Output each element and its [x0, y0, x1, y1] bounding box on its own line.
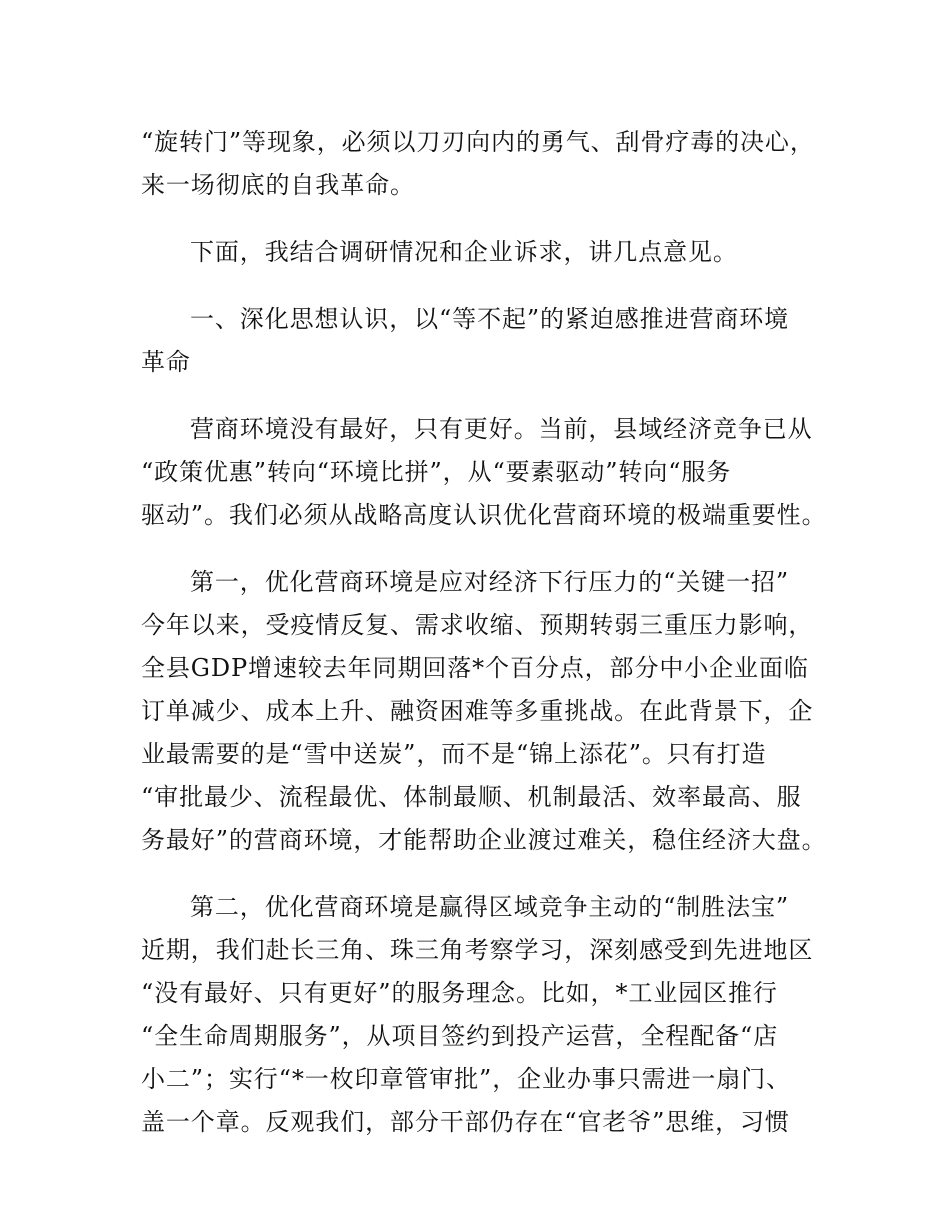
- text-line: 来一场彻底的自我革命。: [141, 171, 415, 199]
- text-line: “全生命周期服务”，从项目签约到投产运营，全程配备“店: [141, 1022, 779, 1050]
- text-line: 务最好”的营商环境，才能帮助企业渡过难关，稳住经济大盘。: [141, 826, 827, 854]
- text-line: 盖一个章。反观我们，部分干部仍存在“官老爷”思维，习惯: [141, 1108, 790, 1136]
- text-line: 今年以来，受疫情反复、需求收缩、预期转弱三重压力影响，: [141, 611, 814, 639]
- text-line: “政策优惠”转向“环境比拼”，从“要素驱动”转向“服务: [141, 458, 732, 486]
- text-line: 小二”；实行“*一枚印章管审批”，企业办事只需进一扇门、: [141, 1065, 792, 1093]
- paragraph-line: 营商环境没有最好，只有更好。当前，县域经济竞争已从: [190, 415, 813, 443]
- text-line: 业最需要的是“雪中送炭”，而不是“锦上添花”。只有打造: [141, 740, 767, 768]
- subheading-line: 第二，优化营商环境是赢得区域竞争主动的“制胜法宝”: [190, 893, 790, 921]
- text-line: 驱动”。我们必须从战略高度认识优化营商环境的极端重要性。: [141, 501, 827, 529]
- document-body: [141, 121, 831, 1144]
- text-line: “审批最少、流程最优、体制最顺、机制最活、效率最高、服: [141, 783, 802, 811]
- text-line: 订单减少、成本上升、融资困难等多重挑战。在此背景下，企: [141, 697, 814, 725]
- text-line: 近期，我们赴长三角、珠三角考察学习，深刻感受到先进地区: [141, 936, 814, 964]
- text-line: 全县GDP增速较去年同期回落*个百分点，部分中小企业面临: [141, 654, 809, 682]
- text-line: “旋转门”等现象，必须以刀刃向内的勇气、刮骨疗毒的决心，: [141, 128, 815, 156]
- section-heading-line: 一、深化思想认识，以“等不起”的紧迫感推进营商环境: [190, 305, 790, 333]
- subheading-line: 第一，优化营商环境是应对经济下行压力的“关键一招”: [190, 568, 790, 596]
- text-line: “没有最好、只有更好”的服务理念。比如，*工业园区推行: [141, 979, 778, 1007]
- section-heading-line: 革命: [141, 348, 191, 376]
- paragraph-line: 下面，我结合调研情况和企业诉求，讲几点意见。: [190, 238, 738, 266]
